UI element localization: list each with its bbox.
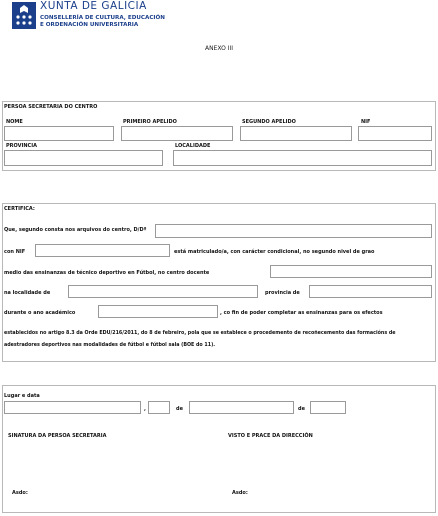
certifica-line-1: Que, segundo consta nos arquivos do centro, D/Dª — [4, 227, 147, 233]
nif-field[interactable] — [358, 126, 432, 141]
certifica-line-6: establecidos no artigo 8.3 da Orde EDU/216/2011, do 8 de febreiro, pola que se establece o procedemento de recoñecemento das formacións de — [4, 331, 396, 336]
annex-title: ANEXO III — [204, 45, 234, 52]
secretary-section-title: PERSOA SECRETARIA DO CENTRO — [4, 104, 98, 110]
primeiro-apelido-field[interactable] — [121, 126, 233, 141]
dia-field[interactable] — [148, 401, 170, 414]
nif-label: NIF — [361, 119, 371, 125]
localidade-label: LOCALIDADE — [175, 143, 211, 149]
certifica-line-2: está matriculado/a, con carácter condicional, no segundo nivel de grao — [174, 249, 375, 255]
org-name: XUNTA DE GALICIA — [40, 0, 147, 12]
lugar-comma: , — [144, 406, 146, 412]
ano-academico-label: durante o ano académico — [4, 310, 76, 316]
con-nif-label: con NIF — [4, 249, 26, 255]
provincia-field[interactable] — [4, 150, 163, 166]
certifica-line-7: adestradores deportivos nas modalidades de fútbol e fútbol sala (BOE do 11). — [4, 343, 216, 348]
student-nif-field[interactable] — [35, 244, 170, 257]
segundo-apelido-label: SEGUNDO APELIDO — [242, 119, 296, 125]
mes-field[interactable] — [189, 401, 294, 414]
lugar-field[interactable] — [4, 401, 141, 414]
certifica-title: CERTIFICA: — [4, 206, 35, 212]
na-localidade-label: na localidade de — [4, 290, 51, 296]
localidade-field[interactable] — [173, 150, 432, 166]
ano-academico-field[interactable] — [98, 305, 218, 318]
student-localidade-field[interactable] — [68, 285, 258, 298]
provincia-de-label: provincia de — [265, 290, 300, 296]
dept-line-2: E ORDENACIÓN UNIVERSITARIA — [40, 21, 139, 28]
de-label-2: de — [298, 406, 305, 412]
asdo-left-label: Asdo: — [12, 490, 28, 496]
asdo-right-label: Asdo: — [232, 490, 248, 496]
nome-field[interactable] — [4, 126, 114, 141]
visto-prace-label: VISTO E PRACE DA DIRECCIÓN — [228, 433, 313, 439]
xunta-crest-icon — [12, 2, 36, 29]
provincia-label: PROVINCIA — [6, 143, 37, 149]
centro-docente-field[interactable] — [270, 265, 432, 278]
lugar-data-label: Lugar e data — [4, 393, 40, 399]
sinatura-secretaria-label: SINATURA DA PERSOA SECRETARIA — [8, 433, 107, 439]
certifica-line-3: medio das ensinanzas de técnico deportivo en Fútbol, no centro docente — [4, 270, 210, 276]
de-label-1: de — [176, 406, 183, 412]
nome-label: NOME — [6, 119, 23, 125]
dept-line-1: CONSELLERÍA DE CULTURA, EDUCACIÓN — [40, 15, 165, 21]
student-provincia-field[interactable] — [309, 285, 432, 298]
segundo-apelido-field[interactable] — [240, 126, 352, 141]
certifica-line-5: , co fin de poder completar as ensinanzas para os efectos — [220, 310, 383, 316]
primeiro-apelido-label: PRIMEIRO APELIDO — [123, 119, 177, 125]
dd-name-field[interactable] — [155, 224, 432, 238]
ano-field[interactable] — [310, 401, 346, 414]
